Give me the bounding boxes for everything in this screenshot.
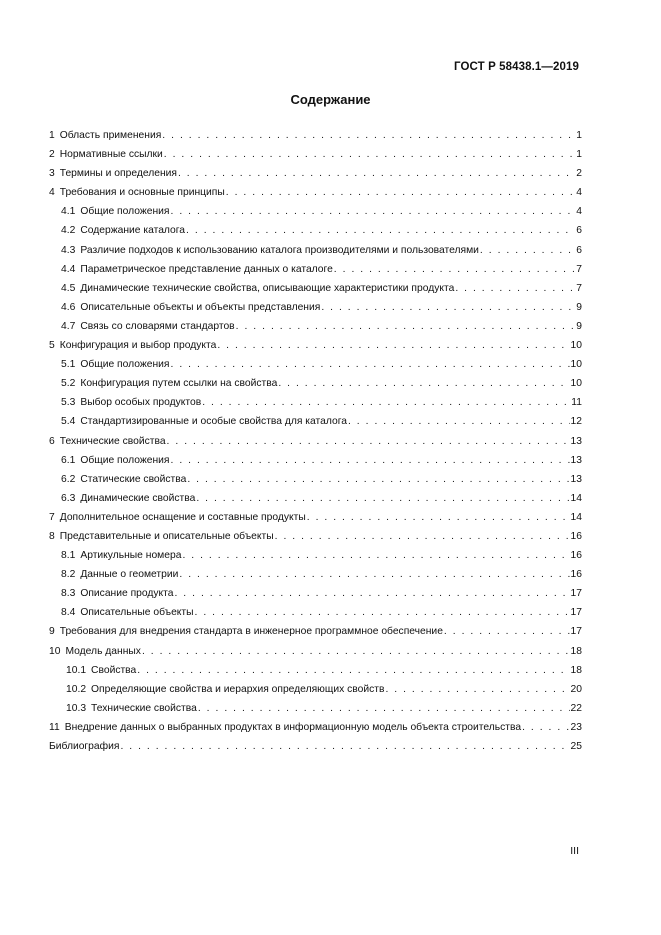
toc-entry-number: 8 — [49, 530, 55, 542]
toc-entry-number: 6.3 — [61, 492, 76, 504]
toc-dot-leader — [179, 565, 569, 584]
toc-entry-title: Дополнительное оснащение и составные продукты — [59, 511, 306, 523]
toc-entry-title: Данные о геометрии — [80, 569, 179, 581]
toc-entry-page: 4 — [576, 206, 582, 218]
toc-entry-title: Описательные объекты и объекты представления — [80, 301, 321, 313]
toc-dot-leader — [195, 603, 570, 622]
toc-entry-title: Конфигурация путем ссылки на свойства — [80, 378, 278, 390]
toc-entry-page: 6 — [576, 225, 582, 237]
toc-entry-page: 16 — [570, 569, 582, 581]
toc-entry-number: 5.1 — [61, 359, 76, 371]
document-code: ГОСТ Р 58438.1—2019 — [454, 61, 579, 73]
toc-entry-title: Артикульные номера — [80, 550, 182, 562]
toc-entry-page: 12 — [570, 416, 582, 428]
toc-entry-number: 4 — [49, 187, 55, 199]
toc-dot-leader — [444, 622, 570, 641]
toc-entry-number: 3 — [49, 168, 55, 180]
toc-entry-page: 25 — [570, 741, 582, 752]
toc-dot-leader — [480, 241, 575, 260]
toc-entry-number: 5.3 — [61, 397, 76, 409]
toc-entry-title: Внедрение данных о выбранных продуктах в информационную модель объекта строительства — [64, 721, 522, 733]
toc-entry[interactable] — [49, 355, 582, 374]
toc-entry-page: 1 — [576, 130, 582, 141]
toc-entry-page: 10 — [570, 359, 582, 371]
toc-entry[interactable] — [49, 279, 582, 298]
toc-entry-number: 7 — [49, 511, 55, 523]
toc-entry-number: 1 — [49, 130, 55, 141]
toc-entry-title: Технические свойства — [59, 435, 166, 447]
table-of-contents — [49, 126, 582, 756]
toc-entry-page: 14 — [570, 492, 582, 504]
toc-dot-leader — [182, 546, 569, 565]
toc-entry-title: Содержание каталога — [80, 225, 186, 237]
toc-entry[interactable] — [49, 451, 582, 470]
toc-dot-leader — [162, 126, 575, 145]
toc-dot-leader — [137, 661, 569, 680]
toc-entry-title: Описательные объекты — [80, 607, 194, 619]
toc-entry-number: 4.4 — [61, 263, 76, 275]
toc-entry-page: 14 — [570, 511, 582, 523]
toc-dot-leader — [174, 584, 569, 603]
toc-entry-title: Общие положения — [80, 454, 170, 466]
toc-entry-page: 23 — [570, 721, 582, 733]
toc-dot-leader — [217, 336, 569, 355]
toc-entry[interactable] — [49, 393, 582, 412]
toc-dot-leader — [307, 508, 570, 527]
toc-entry-page: 9 — [576, 301, 582, 313]
toc-entry[interactable] — [49, 432, 582, 451]
toc-dot-leader — [178, 164, 575, 183]
toc-entry-page: 18 — [570, 664, 582, 676]
toc-entry-page: 10 — [570, 378, 582, 390]
toc-entry-title: Нормативные ссылки — [59, 149, 163, 161]
page-number: III — [570, 845, 579, 857]
toc-entry-page: 4 — [576, 187, 582, 199]
toc-entry[interactable] — [49, 584, 582, 603]
toc-entry-number: 5.2 — [61, 378, 76, 390]
toc-entry-title: Технические свойства — [91, 702, 197, 714]
toc-entry[interactable] — [49, 718, 582, 737]
toc-entry-page: 17 — [570, 626, 582, 638]
toc-entry[interactable] — [49, 412, 582, 431]
toc-entry[interactable] — [49, 374, 582, 393]
toc-entry-number: 5.4 — [61, 416, 76, 428]
toc-dot-leader — [321, 298, 575, 317]
toc-entry-page: 10 — [570, 340, 582, 352]
toc-entry[interactable] — [49, 126, 582, 145]
toc-entry-title: Общие положения — [80, 206, 170, 218]
toc-dot-leader — [278, 374, 569, 393]
toc-entry[interactable] — [49, 737, 582, 756]
toc-entry-number: 6.2 — [61, 473, 76, 485]
toc-dot-leader — [226, 183, 575, 202]
toc-entry-page: 18 — [570, 645, 582, 657]
toc-entry-title: Описание продукта — [80, 588, 174, 600]
toc-entry-number: 4.6 — [61, 301, 76, 313]
toc-entry-title: Требования и основные принципы — [59, 187, 225, 199]
toc-entry[interactable] — [49, 470, 582, 489]
toc-entry-title: Выбор особых продуктов — [80, 397, 202, 409]
toc-entry-title: Статические свойства — [80, 473, 187, 485]
toc-entry[interactable] — [49, 260, 582, 279]
toc-dot-leader — [171, 451, 570, 470]
toc-entry-page: 1 — [576, 149, 582, 161]
toc-entry[interactable] — [49, 680, 582, 699]
toc-dot-leader — [196, 489, 569, 508]
toc-entry-page: 22 — [570, 702, 582, 714]
toc-entry-page: 7 — [576, 263, 582, 275]
toc-entry-page: 6 — [576, 244, 582, 256]
toc-entry-number: 10.1 — [66, 664, 87, 676]
toc-dot-leader — [455, 279, 575, 298]
toc-entry-title: Термины и определения — [59, 168, 177, 180]
toc-entry-title: Требования для внедрения стандарта в инженерное программное обеспечение — [59, 626, 443, 638]
toc-entry-number: 6.1 — [61, 454, 76, 466]
toc-entry-page: 7 — [576, 282, 582, 294]
toc-dot-leader — [186, 221, 575, 240]
toc-entry-number: 5 — [49, 340, 55, 352]
toc-entry[interactable] — [49, 317, 582, 336]
toc-entry[interactable] — [49, 546, 582, 565]
toc-entry-title: Область применения — [59, 130, 162, 141]
toc-dot-leader — [275, 527, 570, 546]
toc-entry[interactable] — [49, 298, 582, 317]
toc-dot-leader — [385, 680, 569, 699]
toc-entry[interactable] — [49, 527, 582, 546]
toc-entry-title: Представительные и описательные объекты — [59, 530, 274, 542]
toc-entry-number: 10 — [49, 645, 61, 657]
toc-entry-number: 9 — [49, 626, 55, 638]
toc-entry[interactable] — [49, 183, 582, 202]
toc-entry-number: 10.3 — [66, 702, 87, 714]
toc-entry-number: 4.5 — [61, 282, 76, 294]
toc-entry-page: 9 — [576, 320, 582, 332]
toc-entry-title: Свойства — [91, 664, 137, 676]
toc-entry-page: 13 — [570, 473, 582, 485]
toc-dot-leader — [334, 260, 575, 279]
toc-entry-title: Библиография — [49, 741, 120, 752]
toc-entry[interactable] — [49, 603, 582, 622]
toc-dot-leader — [202, 393, 570, 412]
toc-dot-leader — [522, 718, 569, 737]
toc-entry-title: Динамические свойства — [80, 492, 196, 504]
toc-entry-title: Определяющие свойства и иерархия определяющих свойств — [91, 683, 385, 695]
toc-dot-leader — [187, 470, 569, 489]
toc-entry[interactable] — [49, 202, 582, 221]
toc-dot-leader — [171, 202, 576, 221]
toc-entry-number: 8.3 — [61, 588, 76, 600]
toc-entry-number: 11 — [49, 721, 60, 733]
toc-entry[interactable] — [49, 642, 582, 661]
toc-entry[interactable] — [49, 508, 582, 527]
toc-entry-title: Связь со словарями стандартов — [80, 320, 235, 332]
toc-entry[interactable] — [49, 164, 582, 183]
toc-entry-number: 4.3 — [61, 244, 76, 256]
toc-entry-title: Различие подходов к использованию каталога производителями и пользователями — [80, 244, 479, 256]
toc-entry-number: 4.1 — [61, 206, 76, 218]
toc-dot-leader — [236, 317, 576, 336]
toc-entry-title: Динамические технические свойства, описывающие характеристики продукта — [80, 282, 455, 294]
page-title: Содержание — [290, 92, 371, 107]
toc-entry[interactable] — [49, 661, 582, 680]
toc-dot-leader — [142, 642, 570, 661]
toc-entry-page: 16 — [570, 550, 582, 562]
toc-entry[interactable] — [49, 622, 582, 641]
toc-dot-leader — [120, 737, 569, 756]
toc-entry-number: 10.2 — [66, 683, 87, 695]
toc-entry-number: 4.7 — [61, 320, 76, 332]
toc-entry-title: Общие положения — [80, 359, 170, 371]
toc-entry[interactable] — [49, 145, 582, 164]
toc-dot-leader — [164, 145, 575, 164]
toc-entry[interactable] — [49, 221, 582, 240]
toc-entry-number: 2 — [49, 149, 55, 161]
toc-dot-leader — [171, 355, 570, 374]
toc-entry-page: 2 — [576, 168, 582, 180]
toc-entry[interactable] — [49, 336, 582, 355]
toc-entry-number: 8.2 — [61, 569, 76, 581]
toc-entry-title: Конфигурация и выбор продукта — [59, 340, 217, 352]
toc-entry[interactable] — [49, 699, 582, 718]
toc-entry-title: Стандартизированные и особые свойства для каталога — [80, 416, 347, 428]
toc-dot-leader — [348, 412, 570, 431]
toc-entry-number: 8.4 — [61, 607, 76, 619]
toc-entry-page: 17 — [570, 588, 582, 600]
toc-entry-page: 13 — [570, 435, 582, 447]
toc-entry-page: 20 — [570, 683, 582, 695]
toc-entry-page: 11 — [571, 397, 582, 409]
toc-entry-page: 13 — [570, 454, 582, 466]
toc-entry-title: Модель данных — [65, 645, 141, 657]
toc-entry-page: 16 — [570, 530, 582, 542]
toc-entry-number: 4.2 — [61, 225, 76, 237]
toc-entry[interactable] — [49, 565, 582, 584]
toc-dot-leader — [198, 699, 570, 718]
toc-entry-number: 6 — [49, 435, 55, 447]
toc-entry[interactable] — [49, 489, 582, 508]
toc-entry-page: 17 — [570, 607, 582, 619]
toc-entry-number: 8.1 — [61, 550, 76, 562]
toc-dot-leader — [167, 432, 570, 451]
toc-entry[interactable] — [49, 241, 582, 260]
toc-entry-title: Параметрическое представление данных о каталоге — [80, 263, 333, 275]
